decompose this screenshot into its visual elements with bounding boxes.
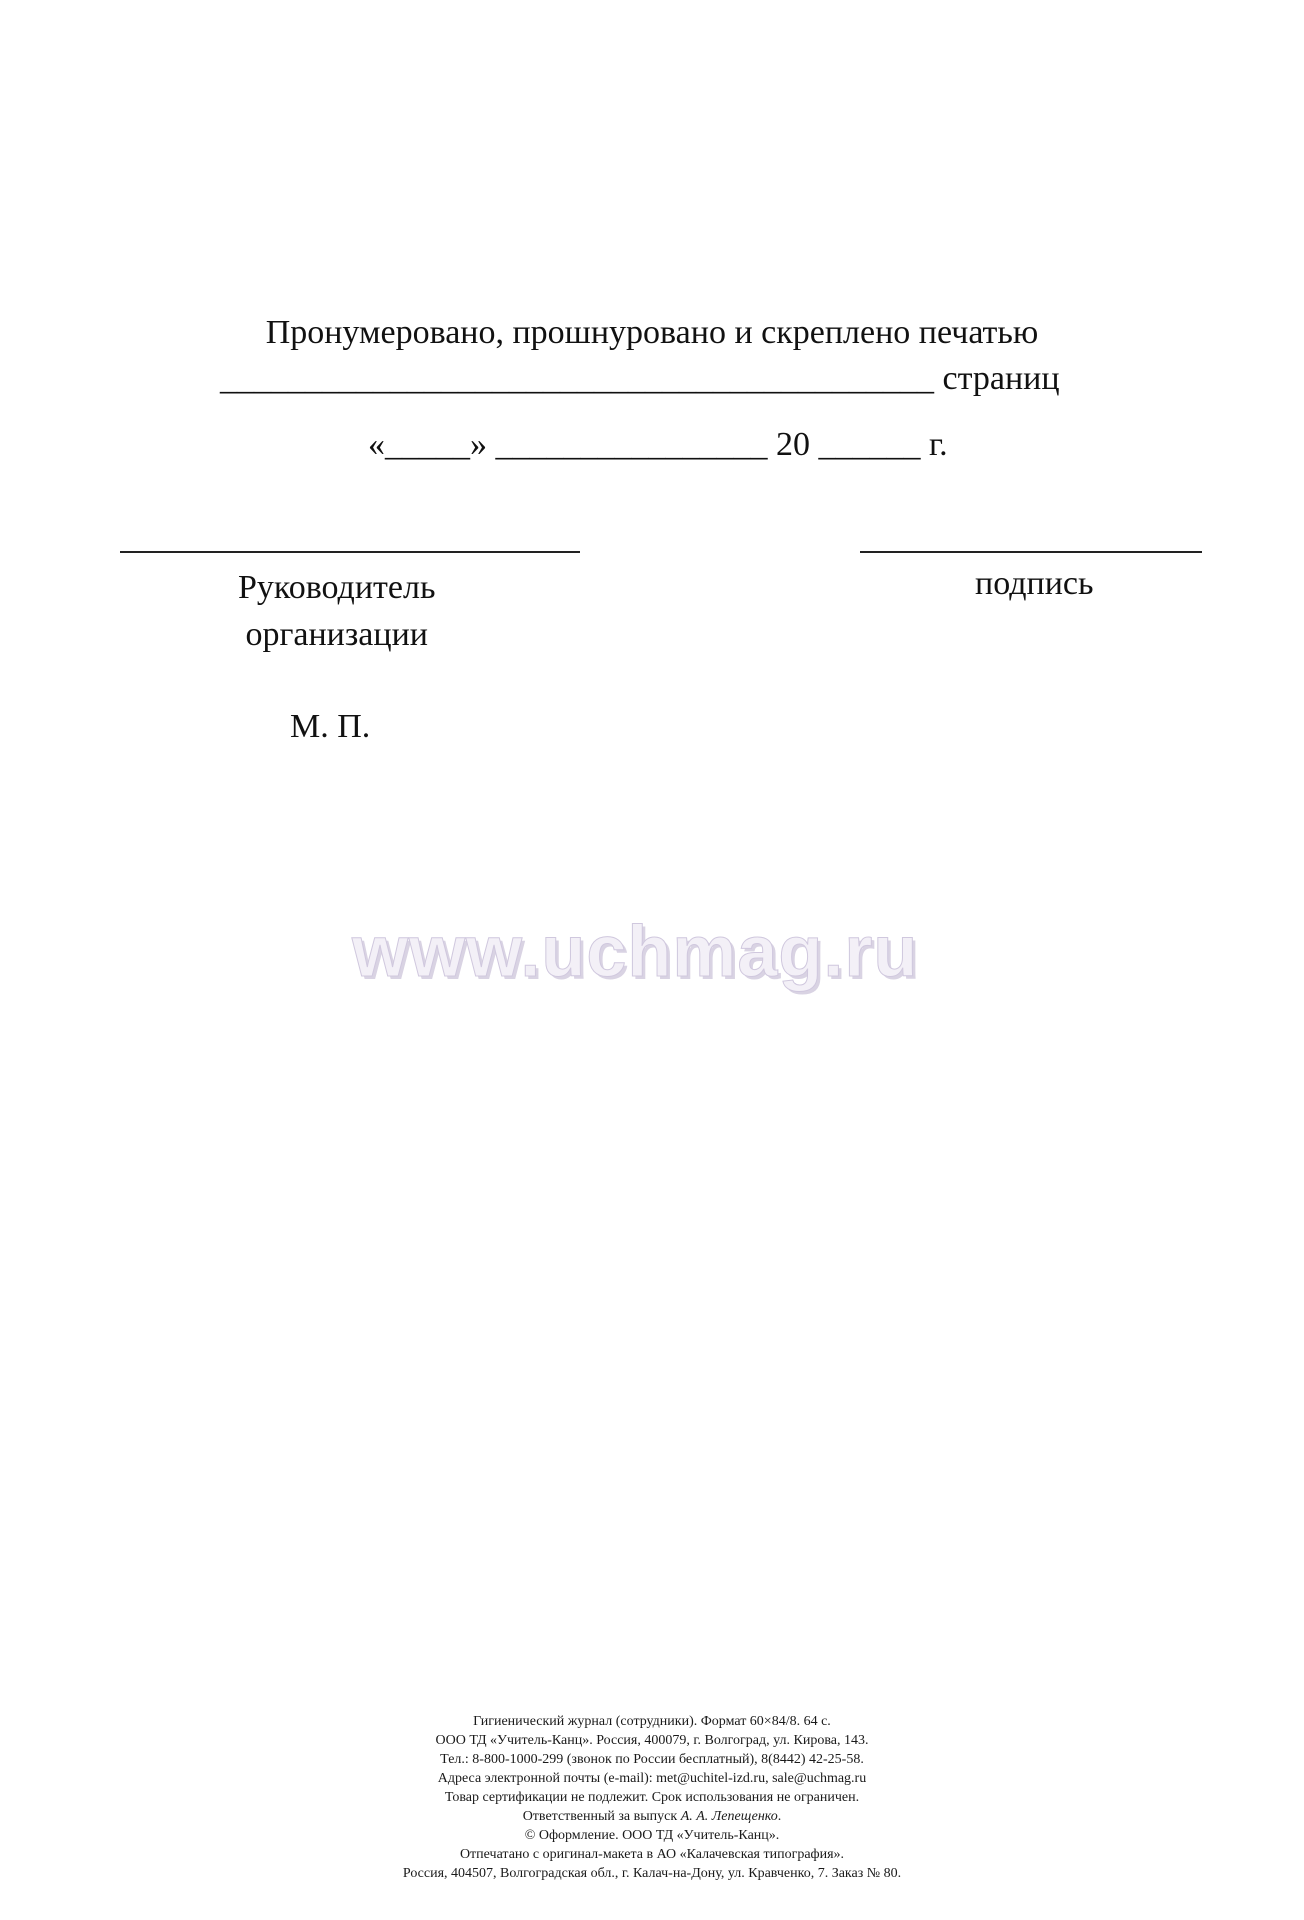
date-line: «_____» ________________ 20 ______ г. (368, 426, 948, 463)
imprint-line-address: Россия, 404507, Волгоградская обл., г. Калач-на-Дону, ул. Кравченко, 7. Заказ № 80. (402, 1866, 902, 1881)
imprint-line-printer: Отпечатано с оригинал-макета в АО «Калачевская типография». (459, 1847, 845, 1862)
signature-label: подпись (975, 565, 1094, 602)
page-count-line: __________________________________________ страниц (220, 360, 1060, 397)
responsible-prefix: Ответственный за выпуск (522, 1809, 681, 1824)
imprint-line-certification: Товар сертификации не подлежит. Срок использования не ограничен. (444, 1790, 860, 1805)
imprint-block (0, 1712, 1304, 1883)
imprint-line-responsible (0, 1807, 1304, 1826)
head-signature-rule (120, 551, 580, 553)
head-label-line1: Руководитель (238, 569, 436, 606)
imprint-line-publisher: ООО ТД «Учитель-Канц». Россия, 400079, г. Волгоград, ул. Кирова, 143. (435, 1733, 869, 1748)
signature-rule (860, 551, 1202, 553)
responsible-name: А. А. Лепещенко (680, 1809, 778, 1824)
seal-placeholder-label: М. П. (290, 708, 371, 745)
watermark: www.uchmag.ru (352, 912, 919, 992)
imprint-line-design: © Оформление. ООО ТД «Учитель-Канц». (524, 1828, 780, 1843)
imprint-line-title: Гигиенический журнал (сотрудники). Формат 60×84/8. 64 с. (473, 1714, 831, 1729)
certification-heading: Пронумеровано, прошнуровано и скреплено печатью (265, 314, 1039, 351)
imprint-line-email: Адреса электронной почты (e-mail): met@uchitel-izd.ru, sale@uchmag.ru (437, 1771, 867, 1786)
responsible-suffix: . (777, 1809, 782, 1824)
head-label-line2: организации (245, 616, 428, 653)
head-of-organization-label (238, 564, 435, 658)
imprint-line-phone: Тел.: 8-800-1000-299 (звонок по России бесплатный), 8(8442) 42-25-58. (440, 1752, 864, 1767)
